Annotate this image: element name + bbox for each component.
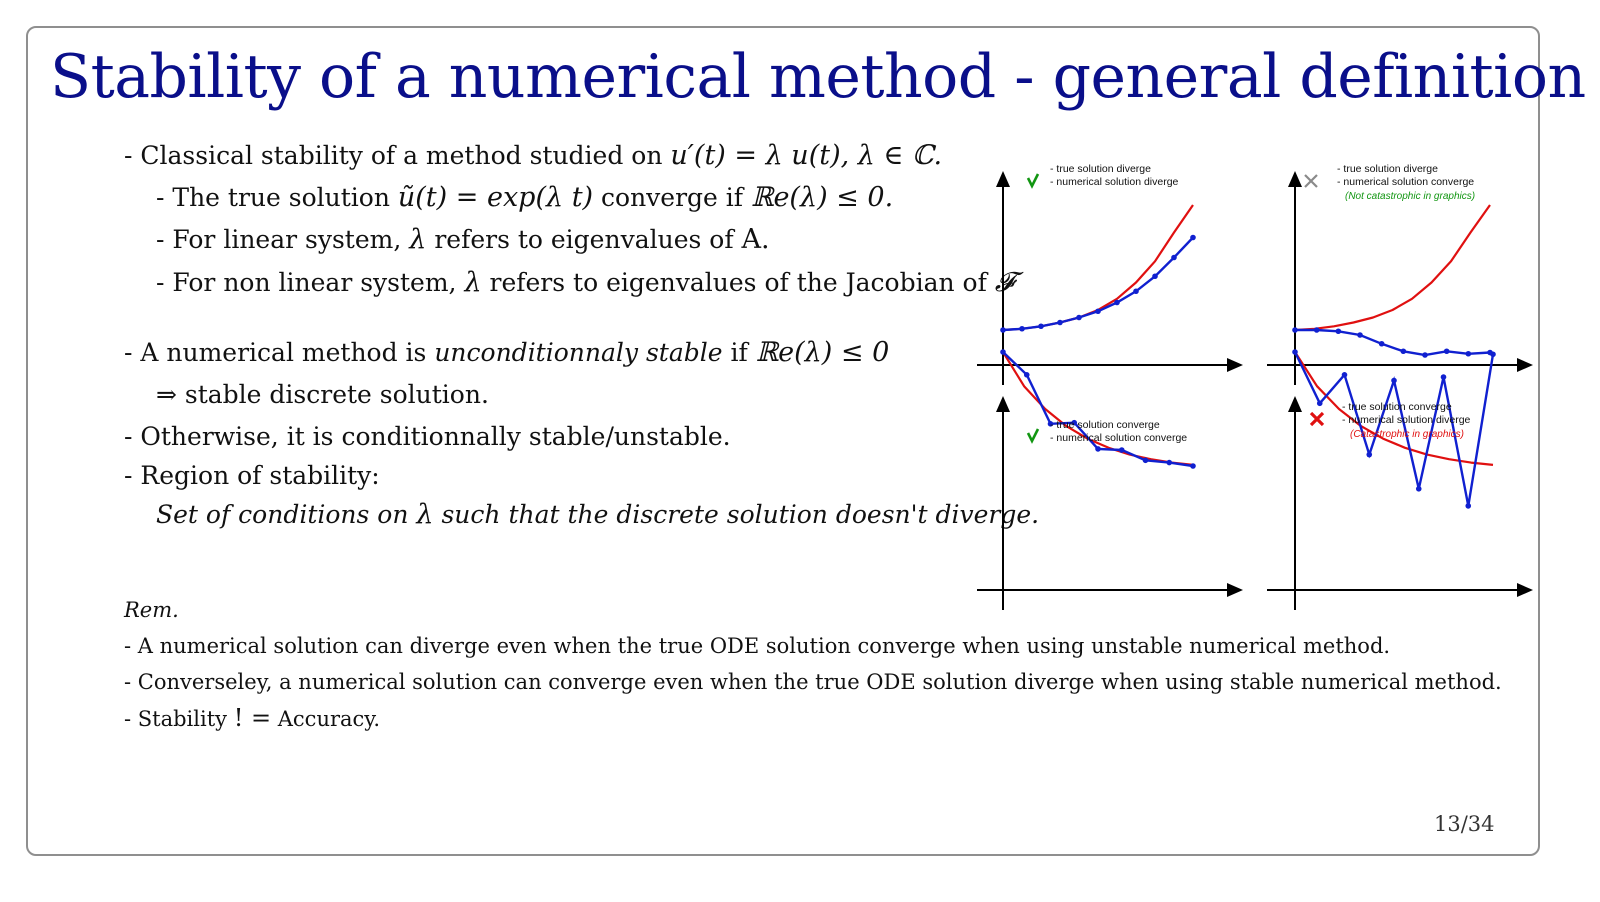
numerical-solution-point bbox=[1024, 372, 1030, 378]
bullet-linear-system bbox=[156, 224, 770, 256]
math-F: 𝓕 bbox=[994, 267, 1015, 298]
text: refers to eigenvalues of the Jacobian of bbox=[481, 268, 995, 297]
numerical-solution-point bbox=[1095, 446, 1101, 452]
bullet-stable-discrete: ⇒ stable discrete solution. bbox=[156, 380, 489, 409]
slide-title: Stability of a numerical method - general definition bbox=[50, 42, 1586, 112]
text: Set of conditions on bbox=[156, 500, 417, 529]
legend-entry: - true solution diverge bbox=[1337, 163, 1438, 175]
numerical-solution-point bbox=[1114, 300, 1120, 306]
legend-entry: - true solution diverge bbox=[1050, 163, 1151, 175]
bullet-region-of-stability: - Region of stability: bbox=[124, 461, 380, 490]
legend-entry: - true solution converge bbox=[1050, 419, 1160, 431]
numerical-solution-line bbox=[1295, 330, 1490, 355]
numerical-solution-point bbox=[1357, 332, 1363, 338]
numerical-solution-point bbox=[1292, 349, 1298, 355]
y-axis-arrow bbox=[996, 396, 1010, 412]
numerical-solution-point bbox=[1422, 352, 1428, 358]
numerical-solution-point bbox=[1444, 348, 1450, 354]
x-axis-arrow bbox=[1227, 583, 1243, 597]
numerical-solution-point bbox=[1366, 452, 1372, 458]
math-re-lambda: ℝe(λ) ≤ 0. bbox=[751, 182, 894, 213]
numerical-solution-point bbox=[1119, 447, 1125, 453]
check-icon bbox=[1028, 429, 1038, 441]
check-icon bbox=[1028, 174, 1038, 186]
math-exp: ũ(t) = exp(λ t) bbox=[397, 182, 594, 213]
remark-heading: Rem. bbox=[124, 598, 179, 622]
numerical-solution-point bbox=[1166, 460, 1172, 466]
legend-note: (Not catastrophic in graphics) bbox=[1345, 191, 1476, 202]
text: Accuracy. bbox=[271, 707, 381, 731]
bullet-unconditionally-stable bbox=[124, 337, 889, 369]
numerical-solution-point bbox=[1391, 378, 1397, 384]
page-number: 13/34 bbox=[1434, 812, 1495, 836]
numerical-solution-point bbox=[1133, 288, 1139, 294]
text: refers to eigenvalues of bbox=[426, 225, 742, 254]
numerical-solution-point bbox=[1490, 351, 1496, 357]
legend-entry: - numerical solution converge bbox=[1050, 432, 1188, 444]
numerical-solution-point bbox=[1057, 320, 1063, 326]
numerical-solution-point bbox=[1292, 327, 1298, 333]
text: - Classical stability of a method studied on bbox=[124, 141, 671, 170]
math-A: A. bbox=[741, 224, 770, 255]
text: such that the discrete solution doesn't diverge. bbox=[433, 500, 1040, 529]
numerical-solution-point bbox=[1465, 503, 1471, 509]
cross-icon bbox=[1311, 413, 1323, 425]
legend-entry: - numerical solution converge bbox=[1337, 176, 1475, 188]
math-ode: u′(t) = λ u(t), λ ∈ ℂ. bbox=[670, 140, 943, 171]
y-axis-arrow bbox=[1288, 396, 1302, 412]
numerical-solution-point bbox=[1038, 323, 1044, 329]
numerical-solution-point bbox=[1076, 315, 1082, 321]
bullet-otherwise: - Otherwise, it is conditionnally stable/unstable. bbox=[124, 422, 731, 451]
true-solution-curve bbox=[1295, 205, 1490, 330]
numerical-solution-point bbox=[1019, 326, 1025, 332]
remark-2: - Converseley, a numerical solution can converge even when the true ODE solution diverge when using stable numerical method. bbox=[124, 670, 1502, 694]
remark-1: - A numerical solution can diverge even when the true ODE solution converge when using unstable numerical method. bbox=[124, 634, 1391, 658]
numerical-solution-point bbox=[1000, 327, 1006, 333]
cross-icon bbox=[1305, 175, 1317, 187]
x-axis-arrow bbox=[1517, 358, 1533, 372]
numerical-solution-point bbox=[1342, 372, 1348, 378]
chart-diverge-diverge bbox=[975, 160, 1245, 390]
numerical-solution-point bbox=[1317, 401, 1323, 407]
math-lambda: λ bbox=[464, 267, 482, 298]
numerical-solution-point bbox=[1171, 255, 1177, 261]
x-axis-arrow bbox=[1227, 358, 1243, 372]
chart-converge-converge bbox=[975, 396, 1245, 612]
bullet-nonlinear-system bbox=[156, 267, 1015, 299]
numerical-solution-point bbox=[1143, 458, 1149, 464]
region-definition bbox=[156, 499, 1039, 531]
remark-3 bbox=[124, 702, 380, 735]
text: - A numerical method is bbox=[124, 338, 435, 367]
numerical-solution-point bbox=[1441, 374, 1447, 380]
numerical-solution-point bbox=[1190, 235, 1196, 241]
legend-entry: - true solution converge bbox=[1342, 401, 1452, 413]
text: - Stability bbox=[124, 707, 234, 731]
numerical-solution-point bbox=[1401, 348, 1407, 354]
numerical-solution-line bbox=[1003, 238, 1193, 331]
text: if bbox=[722, 338, 756, 367]
text: - For linear system, bbox=[156, 225, 410, 254]
legend-note: (Catastrophic in graphics) bbox=[1350, 429, 1464, 440]
numerical-solution-point bbox=[1466, 351, 1472, 357]
numerical-solution-point bbox=[1190, 463, 1196, 469]
numerical-solution-point bbox=[1379, 341, 1385, 347]
math-neq: ! = bbox=[233, 704, 272, 732]
numerical-solution-point bbox=[1095, 308, 1101, 314]
numerical-solution-point bbox=[1336, 328, 1342, 334]
numerical-solution-point bbox=[1314, 327, 1320, 333]
math-lambda: λ bbox=[409, 224, 427, 255]
x-axis-arrow bbox=[1517, 583, 1533, 597]
y-axis-arrow bbox=[1288, 171, 1302, 187]
y-axis-arrow bbox=[996, 171, 1010, 187]
bullet-classical-stability bbox=[124, 140, 942, 172]
legend-entry: - numerical solution diverge bbox=[1342, 414, 1471, 426]
numerical-solution-point bbox=[1152, 273, 1158, 279]
legend-entry: - numerical solution diverge bbox=[1050, 176, 1179, 188]
math-re-lambda: ℝe(λ) ≤ 0 bbox=[755, 337, 890, 368]
text-italic: unconditionnaly stable bbox=[434, 338, 723, 367]
text: - For non linear system, bbox=[156, 268, 465, 297]
text: - The true solution bbox=[156, 183, 398, 212]
bullet-true-solution bbox=[156, 182, 893, 214]
numerical-solution-point bbox=[1416, 486, 1422, 492]
text: converge if bbox=[593, 183, 751, 212]
chart-converge-diverge bbox=[1265, 396, 1535, 646]
math-lambda: λ bbox=[416, 499, 434, 530]
numerical-solution-point bbox=[1000, 349, 1006, 355]
